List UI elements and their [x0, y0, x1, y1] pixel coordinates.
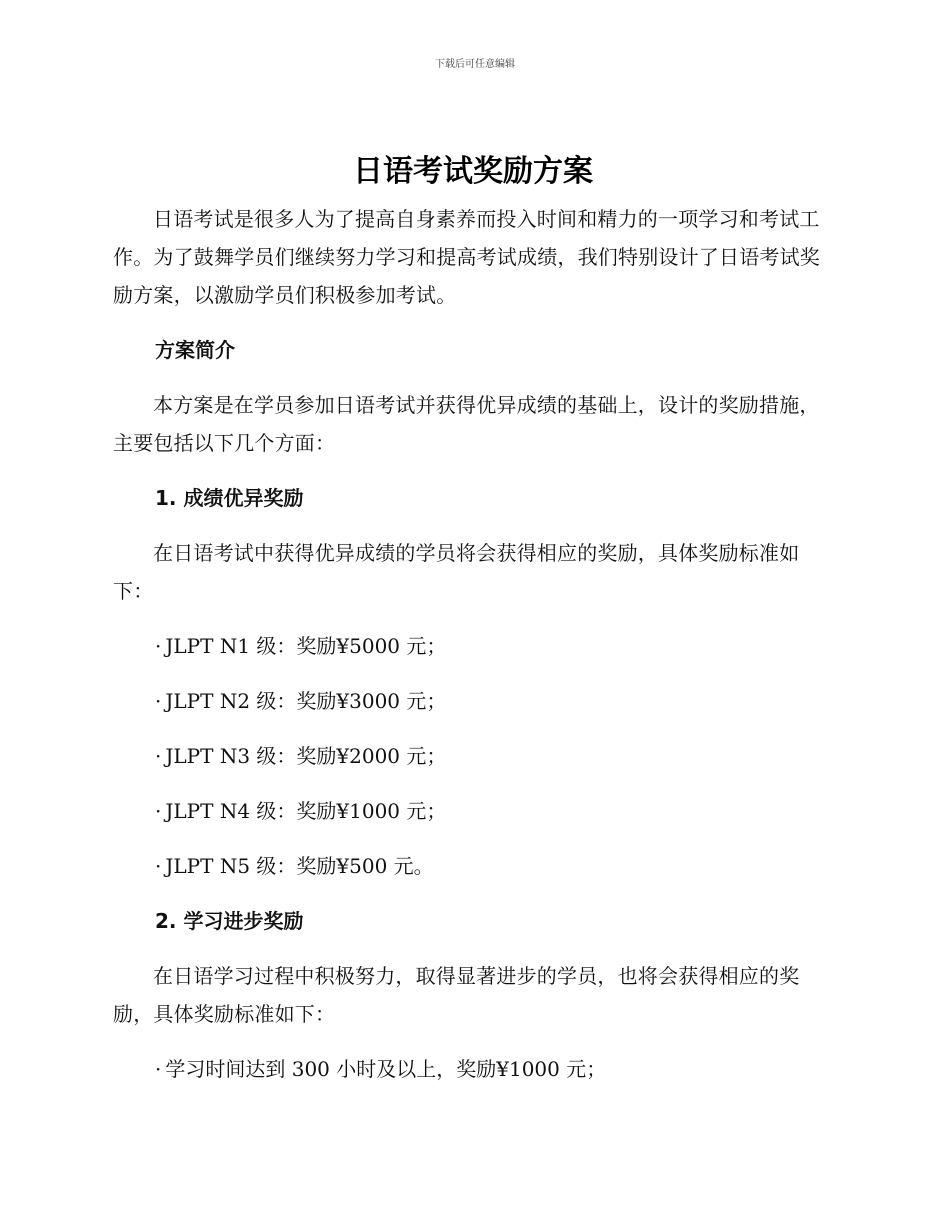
list-item [113, 682, 833, 720]
list-item [113, 847, 833, 885]
list-item [113, 792, 833, 830]
section1-heading: 1. 成绩优异奖励 [155, 486, 304, 510]
list-item [113, 1050, 833, 1088]
bullet-icon: · [155, 1057, 162, 1081]
bullet-icon: · [155, 744, 162, 768]
list-item [113, 737, 833, 775]
section2-heading: 2. 学习进步奖励 [155, 909, 304, 933]
overview-paragraph: 本方案是在学员参加日语考试并获得优异成绩的基础上，设计的奖励措施，主要包括以下几个方面： [113, 393, 820, 455]
document-title: 日语考试奖励方案 [353, 154, 593, 189]
document-content [113, 148, 833, 1105]
list-item-text: JLPT N5 级：奖励¥500 元。 [165, 854, 434, 878]
section2-paragraph: 在日语学习过程中积极努力，取得显著进步的学员，也将会获得相应的奖励，具体奖励标准如下： [113, 964, 800, 1026]
overview-heading: 方案简介 [155, 338, 235, 362]
bullet-icon: · [155, 799, 162, 823]
list-item-text: JLPT N2 级：奖励¥3000 元； [165, 689, 447, 713]
list-item-text: 学习时间达到 300 小时及以上，奖励¥1000 元； [165, 1057, 607, 1081]
list-item [113, 627, 833, 665]
header-note: 下载后可任意编辑 [435, 59, 515, 70]
list-item-text: JLPT N1 级：奖励¥5000 元； [165, 634, 447, 658]
list-item-text: JLPT N3 级：奖励¥2000 元； [165, 744, 447, 768]
bullet-icon: · [155, 689, 162, 713]
section1-paragraph: 在日语考试中获得优异成绩的学员将会获得相应的奖励，具体奖励标准如下： [113, 541, 800, 603]
list-item-text: JLPT N4 级：奖励¥1000 元； [165, 799, 447, 823]
intro-paragraph: 日语考试是很多人为了提高自身素养而投入时间和精力的一项学习和考试工作。为了鼓舞学员们继续努力学习和提高考试成绩，我们特别设计了日语考试奖励方案，以激励学员们积极参加考试。 [113, 207, 820, 307]
bullet-icon: · [155, 634, 162, 658]
bullet-icon: · [155, 854, 162, 878]
